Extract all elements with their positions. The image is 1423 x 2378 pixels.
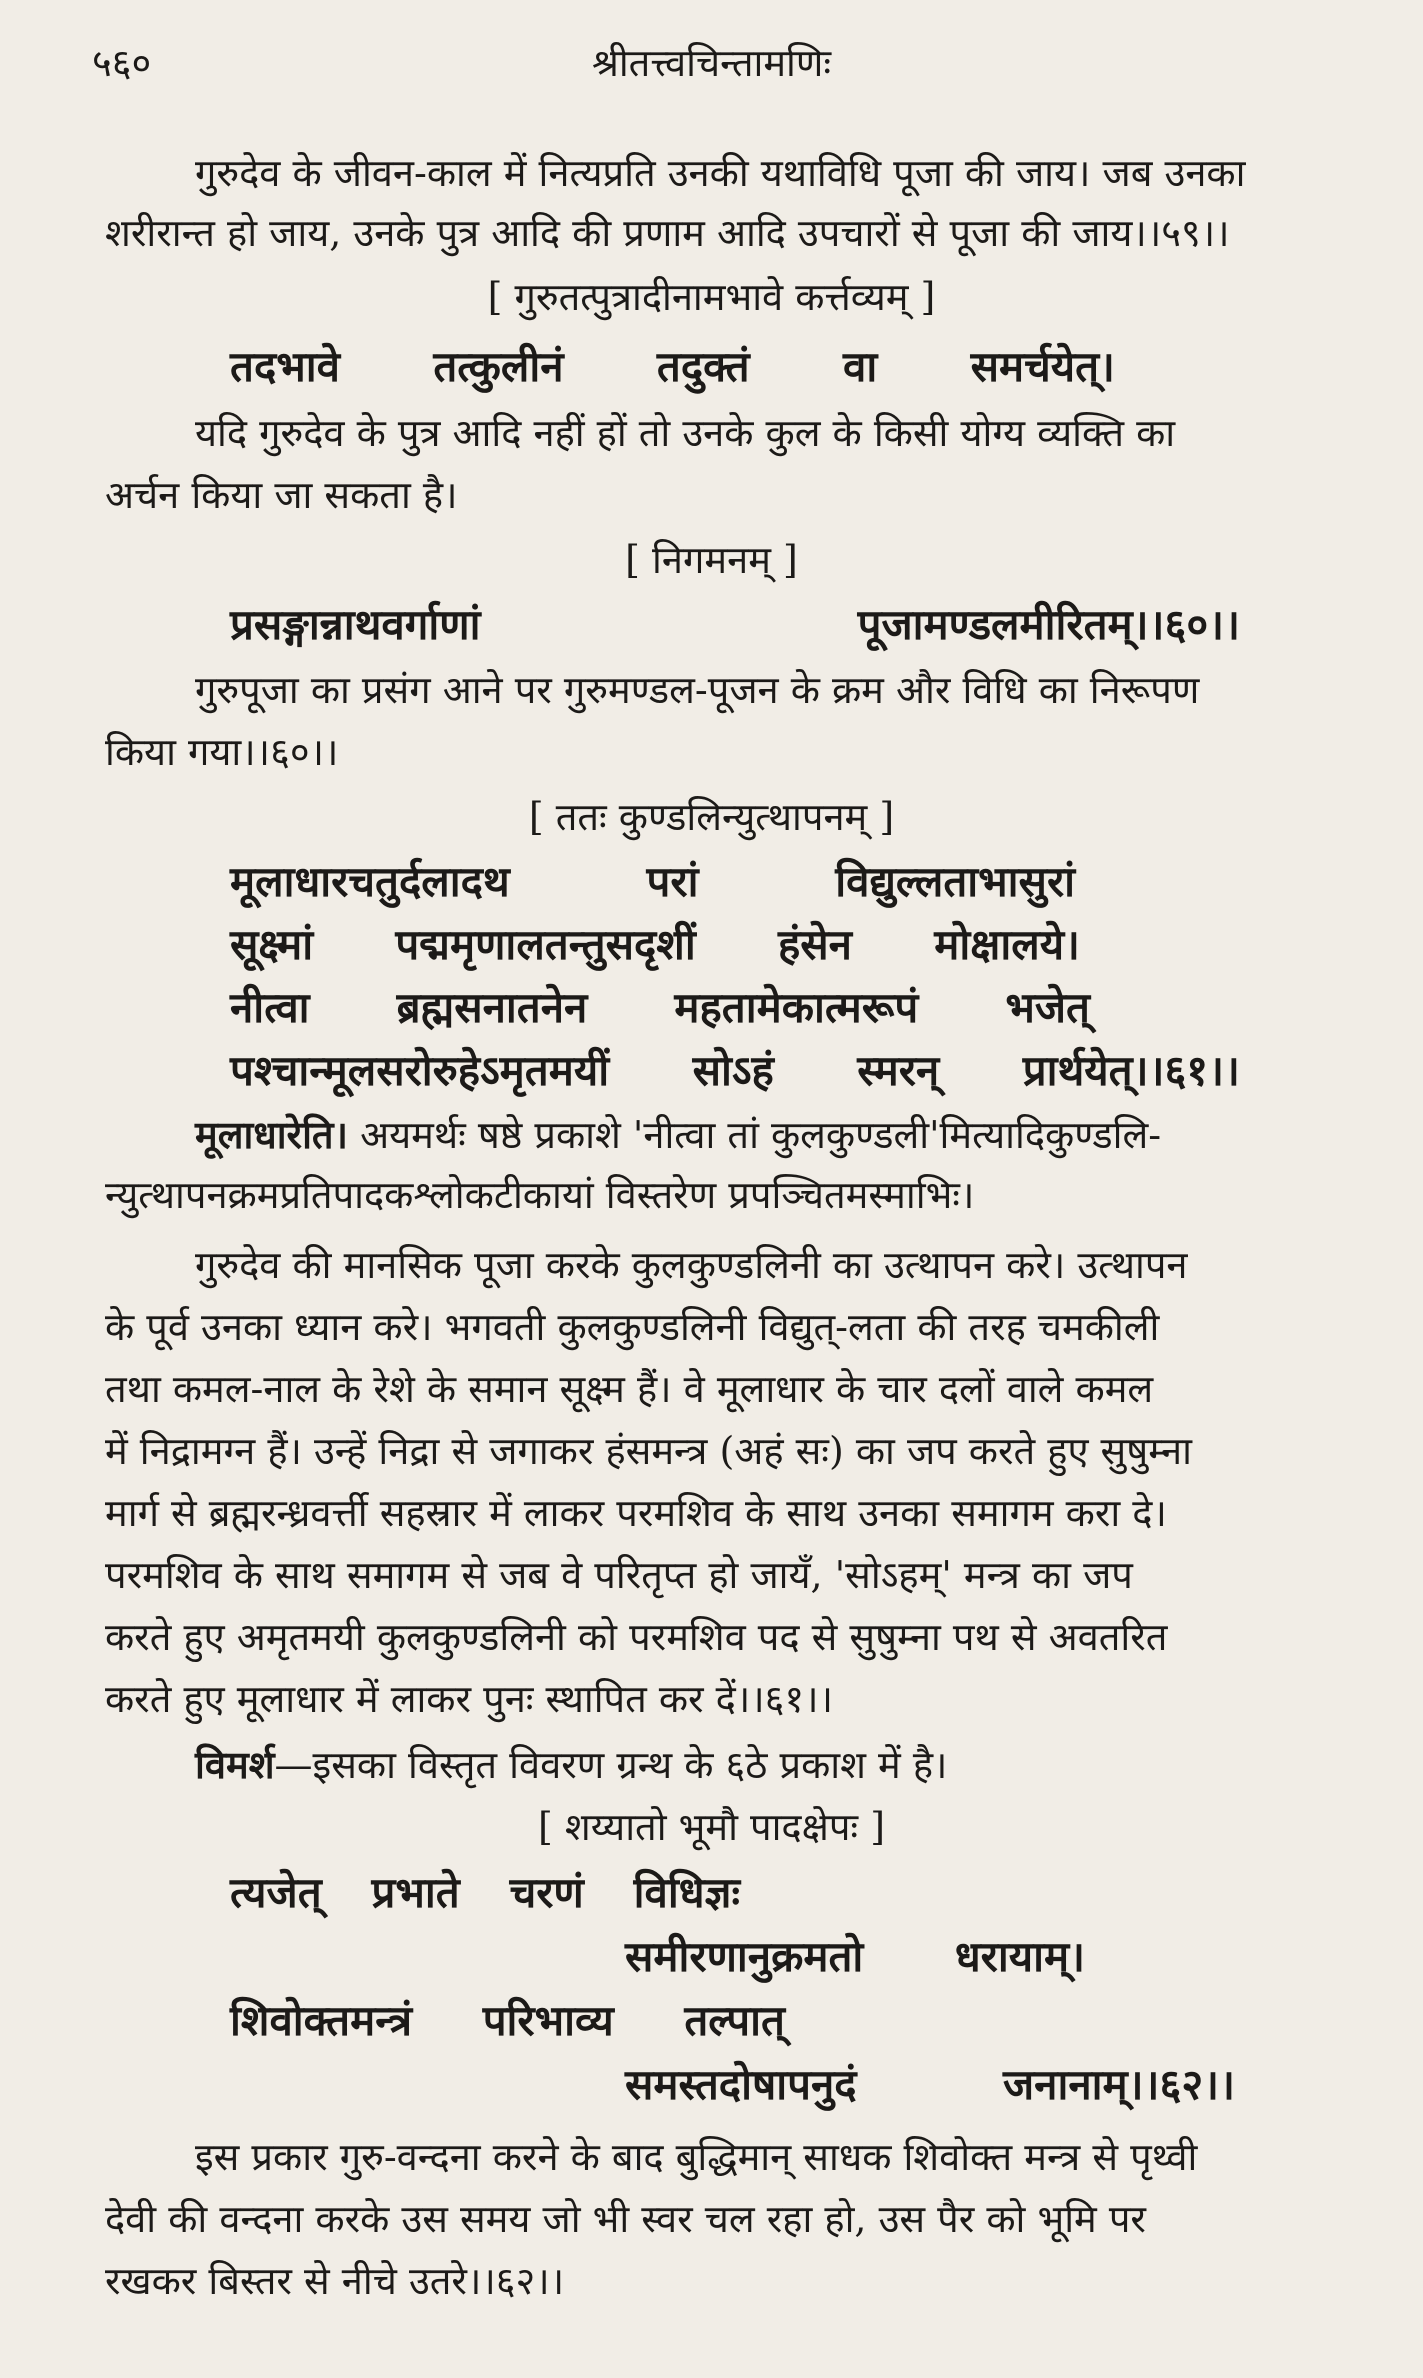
verse-word: विधिज्ञः (633, 1868, 740, 1917)
verse-line (230, 983, 1090, 1033)
commentary-lead: मूलाधारेति। (195, 1112, 348, 1157)
verse-word: प्रसङ्गान्नाथवर्गाणां (230, 600, 481, 649)
paragraph-line: शरीरान्त हो जाय, उनके पुत्र आदि की प्रणाम आदि उपचारों से पूजा की जाय।।५९।। (105, 211, 1230, 255)
page-number: ५६० (92, 41, 152, 85)
verse-word: समस्तदोषापनुदं (625, 2060, 857, 2109)
verse-line (230, 1046, 1240, 1096)
verse-word: जनानाम्।।६२।। (1002, 2060, 1235, 2109)
verse-word: प्रभाते (371, 1868, 460, 1917)
verse-word: स्मरन् (857, 1046, 940, 1095)
verse-word: ब्रह्मसनातनेन (396, 983, 588, 1032)
verse-line (230, 857, 1075, 907)
paragraph-line: तथा कमल-नाल के रेशे के समान सूक्ष्म हैं। वे मूलाधार के चार दलों वाले कमल (105, 1367, 1154, 1411)
verse-word: प्रार्थयेत्।।६१।। (1022, 1046, 1240, 1095)
paragraph-line: करते हुए मूलाधार में लाकर पुनः स्थापित कर दें।।६१।। (105, 1677, 833, 1721)
verse-word: चरणं (509, 1868, 584, 1917)
verse-word: तदभावे (230, 342, 340, 391)
paragraph-line: किया गया।।६०।। (105, 730, 339, 774)
section-heading: [ गुरुतत्पुत्रादीनामभावे कर्त्तव्यम् ] (487, 275, 936, 319)
verse-word: तदुक्तं (656, 342, 750, 391)
paragraph-line: के पूर्व उनका ध्यान करे। भगवती कुलकुण्डलिनी विद्युत्-लता की तरह चमकीली (105, 1305, 1160, 1349)
verse-word: वा (842, 342, 878, 391)
paragraph-line: यदि गुरुदेव के पुत्र आदि नहीं हों तो उनके कुल के किसी योग्य व्यक्ति का (195, 411, 1176, 455)
verse-word: शिवोक्तमन्त्रं (230, 1996, 413, 2045)
paragraph-line: गुरुदेव के जीवन-काल में नित्यप्रति उनकी यथाविधि पूजा की जाय। जब उनका (195, 151, 1246, 195)
verse-word: मूलाधारचतुर्दलादथ (230, 857, 510, 906)
verse-word: समीरणानुक्रमतो (625, 1932, 864, 1981)
verse-word: त्यजेत् (230, 1868, 322, 1917)
paragraph-line: में निद्रामग्न हैं। उन्हें निद्रा से जगाकर हंसमन्त्र (अहं सः) का जप करते हुए सुषुम्ना (105, 1429, 1192, 1473)
verse-word: मोक्षालये। (934, 920, 1080, 969)
verse-word: नीत्वा (230, 983, 310, 1032)
verse-word: तत्कुलीनं (433, 342, 564, 391)
verse-word: विद्युल्लताभासुरां (835, 857, 1075, 906)
note-lead: विमर्श (195, 1742, 275, 1787)
section-heading: [ निगमनम् ] (625, 538, 798, 582)
note-text: —इसका विस्तृत विवरण ग्रन्थ के ६ठे प्रकाश में है। (274, 1743, 948, 1787)
verse-line (625, 1932, 1085, 1982)
verse-word: धरायाम्। (954, 1932, 1085, 1981)
paragraph-line: गुरुपूजा का प्रसंग आने पर गुरुमण्डल-पूजन के क्रम और विधि का निरूपण (195, 668, 1200, 712)
verse-word: सोऽहं (692, 1046, 774, 1095)
running-title: श्रीतत्त्वचिन्तामणिः (591, 41, 832, 85)
commentary-line (195, 1110, 1345, 1160)
verse-word: पूजामण्डलमीरितम्।।६०।। (857, 600, 1240, 649)
verse-line (230, 342, 1115, 392)
commentary-text: अयमर्थः षष्ठे प्रकाशे 'नीत्वा तां कुलकुण्डली'मित्यादिकुण्डलि- (348, 1113, 1162, 1157)
verse-line (230, 1996, 785, 2046)
verse-word: परिभाव्य (482, 1996, 614, 2045)
verse-line (625, 2060, 1235, 2110)
paragraph-line: अर्चन किया जा सकता है। (105, 473, 458, 517)
section-heading: [ शय्यातो भूमौ पादक्षेपः ] (537, 1805, 886, 1849)
verse-word: हंसेन (777, 920, 852, 969)
paragraph-line: मार्ग से ब्रह्मरन्ध्रवर्त्ती सहस्रार में लाकर परमशिव के साथ उनका समागम करा दे। (105, 1491, 1167, 1535)
verse-word: पश्चान्मूलसरोरुहेऽमृतमयीं (230, 1046, 610, 1095)
verse-word: समर्चयेत्। (970, 342, 1115, 391)
paragraph-line: करते हुए अमृतमयी कुलकुण्डलिनी को परमशिव पद से सुषुम्ना पथ से अवतरित (105, 1615, 1168, 1659)
verse-word: महतामेकात्मरूपं (674, 983, 919, 1032)
verse-word: तल्पात् (684, 1996, 785, 2045)
section-heading: [ ततः कुण्डलिन्युत्थापनम् ] (528, 795, 895, 839)
verse-line (230, 920, 1080, 970)
paragraph-line: रखकर बिस्तर से नीचे उतरे।।६२।। (105, 2259, 565, 2303)
paragraph-line: इस प्रकार गुरु-वन्दना करने के बाद बुद्धिमान् साधक शिवोक्त मन्त्र से पृथ्वी (195, 2135, 1198, 2179)
verse-word: परां (646, 857, 699, 906)
verse-word: सूक्ष्मां (230, 920, 314, 969)
verse-word: पद्ममृणालतन्तुसदृशीं (395, 920, 696, 969)
paragraph-line: देवी की वन्दना करके उस समय जो भी स्वर चल रहा हो, उस पैर को भूमि पर (105, 2197, 1146, 2241)
verse-line (230, 1868, 740, 1918)
paragraph-line: गुरुदेव की मानसिक पूजा करके कुलकुण्डलिनी का उत्थापन करे। उत्थापन (195, 1243, 1188, 1287)
verse-line (230, 600, 1240, 650)
note-line (195, 1740, 1345, 1790)
paragraph-line: परमशिव के साथ समागम से जब वे परितृप्त हो जायँ, 'सोऽहम्' मन्त्र का जप (105, 1553, 1133, 1597)
commentary-line: न्युत्थापनक्रमप्रतिपादकश्लोकटीकायां विस्तरेण प्रपञ्चितमस्माभिः। (105, 1173, 975, 1217)
verse-word: भजेत् (1005, 983, 1090, 1032)
